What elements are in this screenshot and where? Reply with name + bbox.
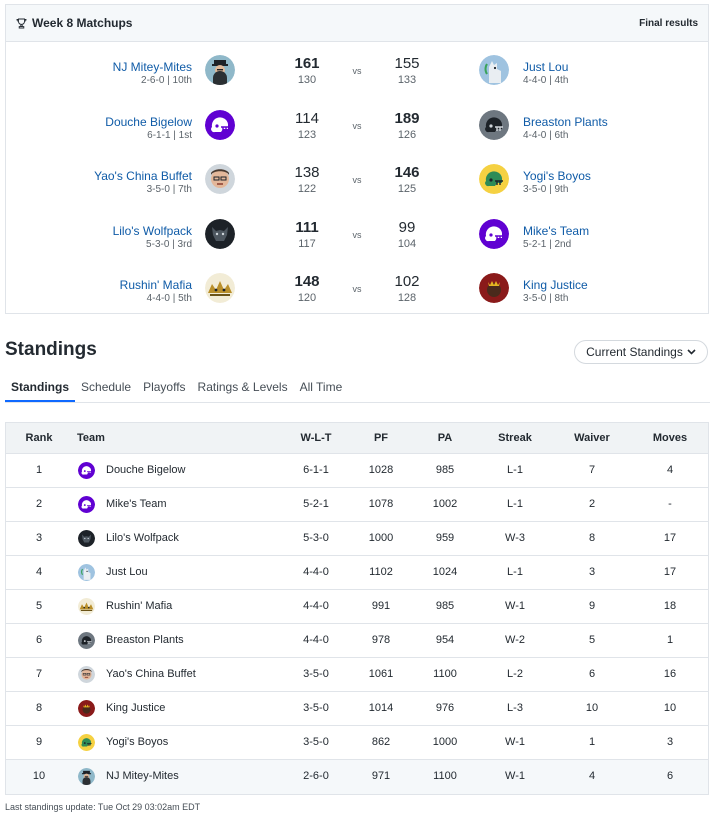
team-cell[interactable]: Douche Bigelow — [106, 464, 186, 476]
away-team — [523, 278, 588, 306]
away-team — [523, 169, 591, 197]
team-name-link[interactable]: Douche Bigelow — [105, 114, 192, 129]
green-helmet-avatar — [78, 734, 95, 751]
streak-cell: W-3 — [505, 532, 525, 544]
pa-cell: 1100 — [433, 668, 457, 680]
pf-cell: 978 — [371, 634, 391, 646]
away-score — [382, 219, 432, 252]
projected-score: 117 — [298, 237, 316, 250]
pf-cell: 1028 — [368, 464, 394, 476]
rank-cell: 9 — [35, 736, 43, 748]
home-score — [282, 164, 332, 197]
waiver-cell: 3 — [588, 566, 596, 578]
final-score: 99 — [398, 218, 416, 236]
wlt-cell: 4-4-0 — [303, 634, 329, 646]
home-score — [282, 273, 332, 306]
tab-schedule[interactable]: Schedule — [81, 380, 132, 394]
standings-view-dropdown[interactable] — [574, 340, 708, 364]
wolf-avatar[interactable] — [205, 219, 235, 249]
llama-avatar[interactable] — [479, 55, 509, 85]
team-name-link[interactable]: Mike's Team — [523, 223, 590, 238]
moves-cell: 17 — [663, 532, 677, 544]
matchups-card — [5, 4, 709, 314]
home-team — [113, 60, 192, 88]
moves-cell: 10 — [663, 702, 677, 714]
matchups-title-wrap — [16, 16, 132, 30]
waiver-cell: 9 — [588, 600, 596, 612]
home-team — [94, 169, 192, 197]
purple-helmet-avatar[interactable] — [479, 219, 509, 249]
team-record: 5-3-0 | 3rd — [146, 238, 192, 250]
green-helmet-avatar[interactable] — [479, 164, 509, 194]
vs-label: vs — [352, 284, 362, 294]
final-score: 161 — [294, 55, 320, 72]
rank-cell: 3 — [35, 532, 43, 544]
team-cell[interactable]: Lilo's Wolfpack — [106, 532, 179, 544]
team-name-link[interactable]: Just Lou — [523, 60, 569, 74]
wlt-cell: 6-1-1 — [303, 464, 329, 476]
pa-cell: 985 — [435, 464, 455, 476]
team-cell[interactable]: Rushin' Mafia — [106, 600, 173, 612]
team-record: 3-5-0 | 9th — [523, 184, 569, 195]
wlt-cell: 3-5-0 — [303, 702, 329, 714]
col-waiver[interactable]: Waiver — [574, 432, 610, 444]
matchup-row[interactable] — [6, 104, 708, 158]
chevron-down-icon — [687, 347, 696, 357]
bear-avatar — [78, 768, 95, 785]
wlt-cell: 4-4-0 — [303, 600, 329, 612]
pa-cell: 1000 — [432, 736, 458, 748]
wlt-cell: 4-4-0 — [303, 566, 329, 578]
rank-cell: 4 — [35, 566, 43, 578]
team-cell[interactable]: Just Lou — [106, 566, 148, 578]
col-moves[interactable]: Moves — [652, 432, 688, 444]
team-name-link[interactable]: NJ Mitey-Mites — [112, 60, 192, 74]
team-name-link[interactable]: Yogi's Boyos — [523, 169, 591, 183]
streak-cell: W-1 — [505, 600, 525, 612]
pf-cell: 862 — [371, 736, 391, 748]
matchup-row[interactable] — [6, 267, 708, 321]
team-record: 6-1-1 | 1st — [147, 129, 192, 141]
crown-avatar — [78, 700, 95, 717]
team-cell[interactable]: Breaston Plants — [106, 634, 184, 646]
away-team — [523, 224, 589, 252]
table-row[interactable] — [6, 692, 708, 726]
team-record: 3-5-0 | 7th — [146, 184, 192, 195]
tab-all-time[interactable]: All Time — [299, 380, 343, 394]
away-score — [382, 164, 432, 197]
waiver-cell: 2 — [588, 498, 596, 510]
pf-cell: 1014 — [368, 702, 394, 714]
gold-avatar[interactable] — [205, 273, 235, 303]
waiver-cell: 6 — [588, 668, 596, 680]
final-score: 138 — [294, 164, 320, 181]
projected-score: 122 — [297, 183, 317, 195]
rank-cell: 10 — [32, 770, 46, 782]
projected-score: 128 — [397, 292, 417, 304]
away-team — [523, 60, 568, 88]
moves-cell: 16 — [663, 668, 677, 680]
projected-score: 123 — [297, 128, 317, 141]
team-cell[interactable]: NJ Mitey-Mites — [106, 770, 179, 782]
projected-score: 126 — [397, 128, 417, 141]
moves-cell: 1 — [666, 634, 674, 646]
team-cell[interactable]: Yao's China Buffet — [106, 668, 196, 680]
tab-ratings-levels[interactable]: Ratings & Levels — [197, 380, 288, 394]
team-record: 4-4-0 | 6th — [523, 129, 569, 141]
home-team — [120, 278, 192, 306]
table-body — [6, 454, 708, 794]
table-header — [6, 423, 708, 454]
gold-avatar — [78, 598, 95, 615]
wlt-cell: 5-2-1 — [303, 498, 329, 510]
waiver-cell: 7 — [588, 464, 596, 476]
pa-cell: 1002 — [432, 498, 458, 510]
away-score — [382, 55, 432, 88]
pa-cell: 959 — [435, 532, 455, 544]
final-score: 102 — [394, 273, 420, 290]
col-rank[interactable]: Rank — [25, 432, 53, 444]
table-row[interactable] — [6, 726, 708, 760]
pf-cell: 1061 — [368, 668, 394, 680]
pf-cell: 971 — [371, 770, 391, 782]
team-name-link[interactable]: Breaston Plants — [523, 114, 608, 129]
matchup-row[interactable] — [6, 213, 708, 267]
rank-cell: 6 — [35, 634, 43, 646]
face-avatar[interactable] — [205, 164, 235, 194]
streak-cell: L-1 — [507, 498, 523, 510]
team-record: 4-4-0 | 5th — [146, 293, 192, 304]
vs-label: vs — [352, 66, 362, 76]
table-row[interactable] — [6, 590, 708, 624]
team-cell[interactable]: Mike's Team — [106, 498, 167, 510]
waiver-cell: 5 — [588, 634, 596, 646]
waiver-cell: 10 — [585, 702, 599, 714]
waiver-cell: 4 — [588, 770, 596, 782]
pa-cell: 976 — [435, 702, 455, 714]
final-score: 148 — [294, 273, 320, 290]
wlt-cell: 3-5-0 — [303, 668, 329, 680]
purple-helmet-avatar — [78, 496, 95, 513]
bear-avatar[interactable] — [205, 55, 235, 85]
pa-cell: 1024 — [432, 566, 458, 578]
table-row[interactable] — [6, 556, 708, 590]
face-avatar — [78, 666, 95, 683]
pf-cell: 991 — [371, 600, 391, 612]
standings-tabs — [5, 373, 710, 403]
rank-cell: 8 — [35, 702, 43, 714]
wlt-cell: 2-6-0 — [303, 770, 329, 782]
projected-score: 125 — [397, 183, 417, 195]
final-score: 189 — [394, 109, 420, 127]
rank-cell: 7 — [35, 668, 43, 680]
pa-cell: 985 — [435, 600, 455, 612]
team-record: 3-5-0 | 8th — [523, 293, 569, 304]
team-name-link[interactable]: Rushin' Mafia — [119, 278, 192, 292]
llama-avatar — [78, 564, 95, 581]
away-score — [382, 273, 432, 306]
team-cell[interactable]: King Justice — [106, 702, 166, 714]
purple-helmet-avatar — [78, 462, 95, 479]
gray-helmet-avatar[interactable] — [479, 110, 509, 140]
streak-cell: L-2 — [507, 668, 523, 680]
table-row[interactable] — [6, 488, 708, 522]
projected-score: 133 — [397, 74, 417, 86]
col-pa[interactable]: PA — [437, 432, 453, 444]
moves-cell: 18 — [663, 600, 677, 612]
table-row[interactable] — [6, 522, 708, 556]
home-score — [282, 219, 332, 252]
team-record: 5-2-1 | 2nd — [523, 238, 572, 250]
streak-cell: L-1 — [507, 464, 523, 476]
home-score — [282, 55, 332, 88]
table-row[interactable] — [6, 454, 708, 488]
final-score: 146 — [394, 164, 420, 181]
streak-cell: L-3 — [507, 702, 523, 714]
team-name-link[interactable]: King Justice — [523, 278, 588, 292]
vs-label: vs — [352, 120, 362, 131]
home-team — [105, 115, 192, 143]
tab-standings[interactable]: Standings — [5, 373, 75, 402]
trophy-icon — [16, 18, 27, 29]
home-team — [113, 224, 192, 252]
col-streak[interactable]: Streak — [498, 432, 532, 444]
home-score — [282, 110, 332, 143]
tab-playoffs[interactable]: Playoffs — [143, 380, 186, 394]
table-row[interactable] — [6, 624, 708, 658]
matchup-row[interactable] — [6, 158, 708, 212]
moves-cell: 17 — [663, 566, 677, 578]
col-wlt[interactable]: W-L-T — [300, 432, 332, 444]
rank-cell: 2 — [35, 498, 43, 510]
rank-cell: 1 — [35, 464, 43, 476]
matchup-row[interactable] — [6, 49, 708, 103]
wlt-cell: 5-3-0 — [303, 532, 329, 544]
matchups-header — [6, 5, 708, 42]
standings-update-note: Last standings update: Tue Oct 29 03:02am EDT — [5, 802, 201, 812]
wlt-cell: 3-5-0 — [303, 736, 329, 748]
standings-title: Standings — [5, 339, 97, 360]
projected-score: 120 — [297, 292, 317, 304]
away-score — [382, 110, 432, 143]
streak-cell: W-2 — [505, 634, 525, 646]
purple-helmet-avatar[interactable] — [205, 110, 235, 140]
col-pf[interactable]: PF — [373, 432, 389, 444]
matchups-title: Week 8 Matchups — [32, 16, 133, 30]
gray-helmet-avatar — [78, 632, 95, 649]
waiver-cell: 8 — [588, 532, 596, 544]
team-record: 4-4-0 | 4th — [523, 75, 569, 86]
table-row[interactable] — [6, 658, 708, 692]
moves-cell: 6 — [666, 770, 674, 782]
projected-score: 130 — [297, 74, 317, 86]
table-row[interactable] — [6, 760, 708, 794]
matchups-status: Final results — [639, 17, 698, 29]
streak-cell: W-1 — [505, 770, 525, 782]
streak-cell: W-1 — [505, 736, 525, 748]
moves-cell: - — [668, 498, 672, 510]
team-cell[interactable]: Yogi's Boyos — [106, 736, 169, 748]
standings-table — [5, 422, 709, 795]
team-name-link[interactable]: Yao's China Buffet — [94, 169, 192, 183]
pf-cell: 1000 — [368, 532, 394, 544]
col-team[interactable]: Team — [77, 432, 105, 444]
waiver-cell: 1 — [588, 736, 596, 748]
wolf-avatar — [78, 530, 95, 547]
pf-cell: 1102 — [369, 566, 393, 578]
pf-cell: 1078 — [368, 498, 394, 510]
streak-cell: L-1 — [507, 566, 523, 578]
final-score: 114 — [295, 109, 319, 127]
team-record: 2-6-0 | 10th — [141, 75, 192, 86]
final-score: 111 — [295, 218, 319, 236]
pa-cell: 954 — [435, 634, 455, 646]
projected-score: 104 — [397, 237, 417, 250]
pa-cell: 1100 — [433, 770, 457, 782]
moves-cell: 4 — [666, 464, 674, 476]
rank-cell: 5 — [35, 600, 43, 612]
dropdown-label: Current Standings — [586, 345, 683, 359]
away-team — [523, 115, 608, 143]
moves-cell: 3 — [666, 736, 674, 748]
vs-label: vs — [352, 229, 362, 240]
team-name-link[interactable]: Lilo's Wolfpack — [112, 223, 192, 238]
final-score: 155 — [394, 55, 420, 72]
crown-avatar[interactable] — [479, 273, 509, 303]
vs-label: vs — [352, 175, 362, 185]
